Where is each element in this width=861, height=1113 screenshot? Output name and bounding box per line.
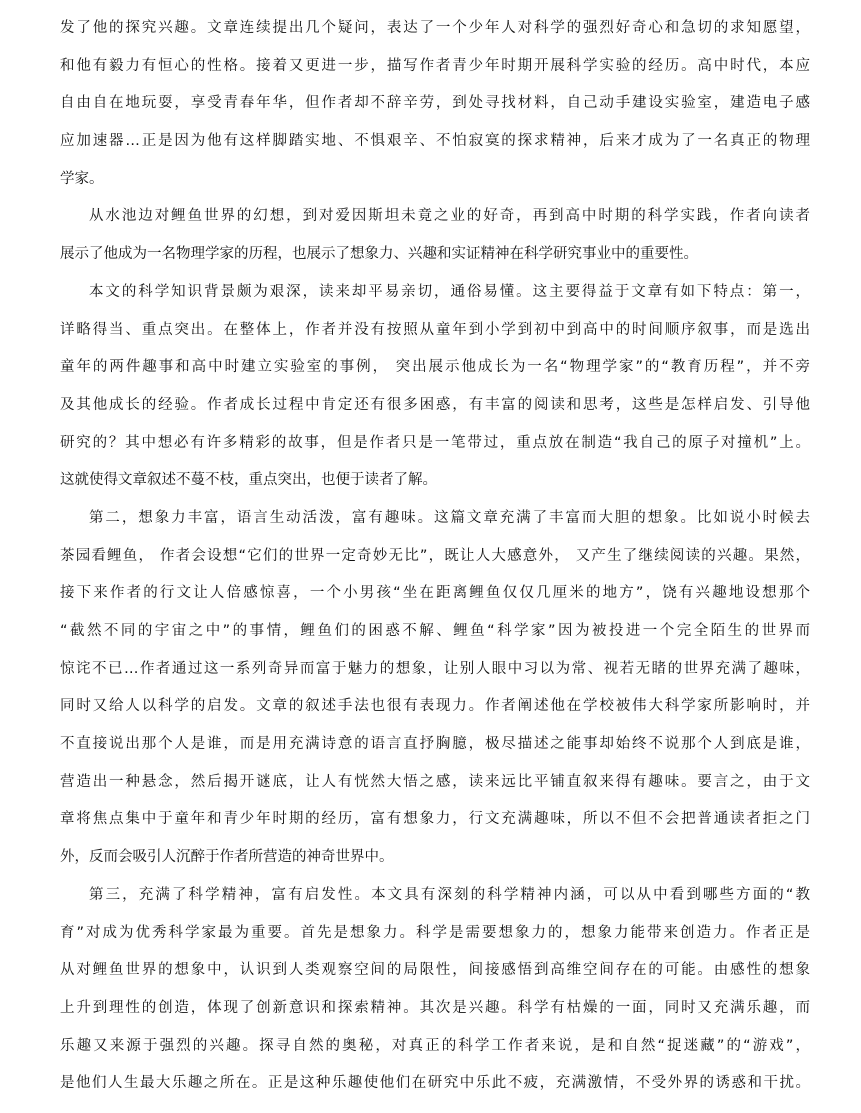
paragraph-3 xyxy=(60,274,810,500)
paragraph-1 xyxy=(60,10,810,198)
text-line xyxy=(60,915,810,953)
line-text: 这就使得文章叙述不蔓不枝，重点突出，也便于读者了解。 xyxy=(60,472,437,489)
text-line xyxy=(60,990,810,1028)
line-text: 学家。 xyxy=(60,170,104,187)
line-text: 详略得当、重点突出。在整体上，作者并没有按照从童年到小学到初中到高中的时间顺序叙事，而是选出 xyxy=(60,321,810,338)
text-line xyxy=(60,161,810,199)
text-line xyxy=(60,839,810,877)
text-line xyxy=(60,274,810,312)
text-line xyxy=(60,48,810,86)
text-line xyxy=(60,425,810,463)
text-line xyxy=(60,236,810,274)
line-text: 第二，想象力丰富，语言生动活泼，富有趣味。这篇文章充满了丰富而大胆的想象。比如说小时候去 xyxy=(89,509,810,526)
line-text: 接下来作者的行文让人倍感惊喜，一个小男孩“坐在距离鲤鱼仅仅几厘米的地方”，饶有兴趣地设想那个 xyxy=(60,585,810,602)
line-text: 不直接说出那个人是谁，而是用充满诗意的语言直抒胸臆，极尽描述之能事却始终不说那个人到底是谁， xyxy=(60,736,810,753)
text-line xyxy=(60,123,810,161)
text-line xyxy=(60,198,810,236)
text-line xyxy=(60,462,810,500)
text-line xyxy=(60,764,810,802)
line-text: 是他们人生最大乐趣之所在。正是这种乐趣使他们在研究中乐此不疲，充满激情，不受外界的诱惑和干扰。 xyxy=(60,1075,810,1092)
text-line xyxy=(60,10,810,48)
text-line xyxy=(60,613,810,651)
line-text: “截然不同的宇宙之中”的事情，鲤鱼们的困惑不解、鲤鱼“科学家”因为被投进一个完全陌生的世界而 xyxy=(60,623,810,639)
line-text: 本文的科学知识背景颇为艰深，读来却平易亲切，通俗易懂。这主要得益于文章有如下特点：第一， xyxy=(89,283,810,300)
text-line xyxy=(60,538,810,576)
line-text: 同时又给人以科学的启发。文章的叙述手法也很有表现力。作者阐述他在学校被伟大科学家所影响时，并 xyxy=(60,698,810,715)
line-text: 童年的两件趣事和高中时建立实验室的事例， 突出展示他成长为一名“物理学家”的“教育历程”，并不旁 xyxy=(60,359,810,376)
text-line xyxy=(60,1065,810,1103)
line-text: 惊诧不已…作者通过这一系列奇异而富于魅力的想象，让别人眼中习以为常、视若无睹的世界充满了趣味， xyxy=(60,660,810,677)
text-line xyxy=(60,801,810,839)
line-text: 自由自在地玩耍，享受青春年华，但作者却不辞辛劳，到处寻找材料，自己动手建设实验室，建造电子感 xyxy=(60,95,810,112)
line-text: 营造出一种悬念，然后揭开谜底，让人有恍然大悟之感，读来远比平铺直叙来得有趣味。要言之，由于文 xyxy=(60,773,810,790)
paragraph-5 xyxy=(60,877,810,1103)
line-text: 从对鲤鱼世界的想象中，认识到人类观察空间的局限性，间接感悟到高维空间存在的可能。由感性的想象 xyxy=(60,962,810,979)
line-text: 研究的？其中想必有许多精彩的故事，但是作者只是一笔带过，重点放在制造“我自己的原子对撞机”上。 xyxy=(60,434,810,451)
line-text: 及其他成长的经验。作者成长过程中肯定还有很多困惑，有丰富的阅读和思考，这些是怎样启发、引导他 xyxy=(60,396,810,413)
line-text: 第三，充满了科学精神，富有启发性。本文具有深刻的科学精神内涵，可以从中看到哪些方面的“教 xyxy=(89,886,810,903)
text-line xyxy=(60,85,810,123)
text-line xyxy=(60,651,810,689)
paragraph-2 xyxy=(60,198,810,273)
text-line xyxy=(60,726,810,764)
line-text: 茶园看鲤鱼， 作者会设想“它们的世界一定奇妙无比”，既让人大感意外， 又产生了继续阅读的兴趣。果然， xyxy=(60,547,810,564)
document-page xyxy=(60,10,810,1103)
text-line xyxy=(60,500,810,538)
line-text: 育”对成为优秀科学家最为重要。首先是想象力。科学是需要想象力的，想象力能带来创造力。作者正是 xyxy=(60,924,810,941)
line-text: 发了他的探究兴趣。文章连续提出几个疑问，表达了一个少年人对科学的强烈好奇心和急切的求知愿望， xyxy=(60,20,810,36)
paragraph-4 xyxy=(60,500,810,877)
text-line xyxy=(60,312,810,350)
line-text: 和他有毅力有恒心的性格。接着又更进一步，描写作者青少年时期开展科学实验的经历。高中时代，本应 xyxy=(60,57,810,74)
line-text: 外，反而会吸引人沉醉于作者所营造的神奇世界中。 xyxy=(60,849,394,866)
line-text: 章将焦点集中于童年和青少年时期的经历，富有想象力，行文充满趣味，所以不但不会把普通读者拒之门 xyxy=(60,811,810,828)
line-text: 从水池边对鲤鱼世界的幻想，到对爱因斯坦未竟之业的好奇，再到高中时期的科学实践，作者向读者 xyxy=(89,208,810,225)
text-line xyxy=(60,349,810,387)
line-text: 上升到理性的创造，体现了创新意识和探索精神。其次是兴趣。科学有枯燥的一面，同时又充满乐趣，而 xyxy=(60,999,810,1016)
line-text: 乐趣又来源于强烈的兴趣。探寻自然的奥秘，对真正的科学工作者来说，是和自然“捉迷藏”的“游戏”， xyxy=(60,1037,810,1054)
text-line xyxy=(60,387,810,425)
text-line xyxy=(60,952,810,990)
line-text: 展示了他成为一名物理学家的历程，也展示了想象力、兴趣和实证精神在科学研究事业中的重要性。 xyxy=(60,246,698,263)
line-text: 应加速器…正是因为他有这样脚踏实地、不惧艰辛、不怕寂寞的探求精神，后来才成为了一名真正的物理 xyxy=(60,133,810,150)
text-line xyxy=(60,688,810,726)
text-line xyxy=(60,575,810,613)
text-line xyxy=(60,1028,810,1066)
text-line xyxy=(60,877,810,915)
